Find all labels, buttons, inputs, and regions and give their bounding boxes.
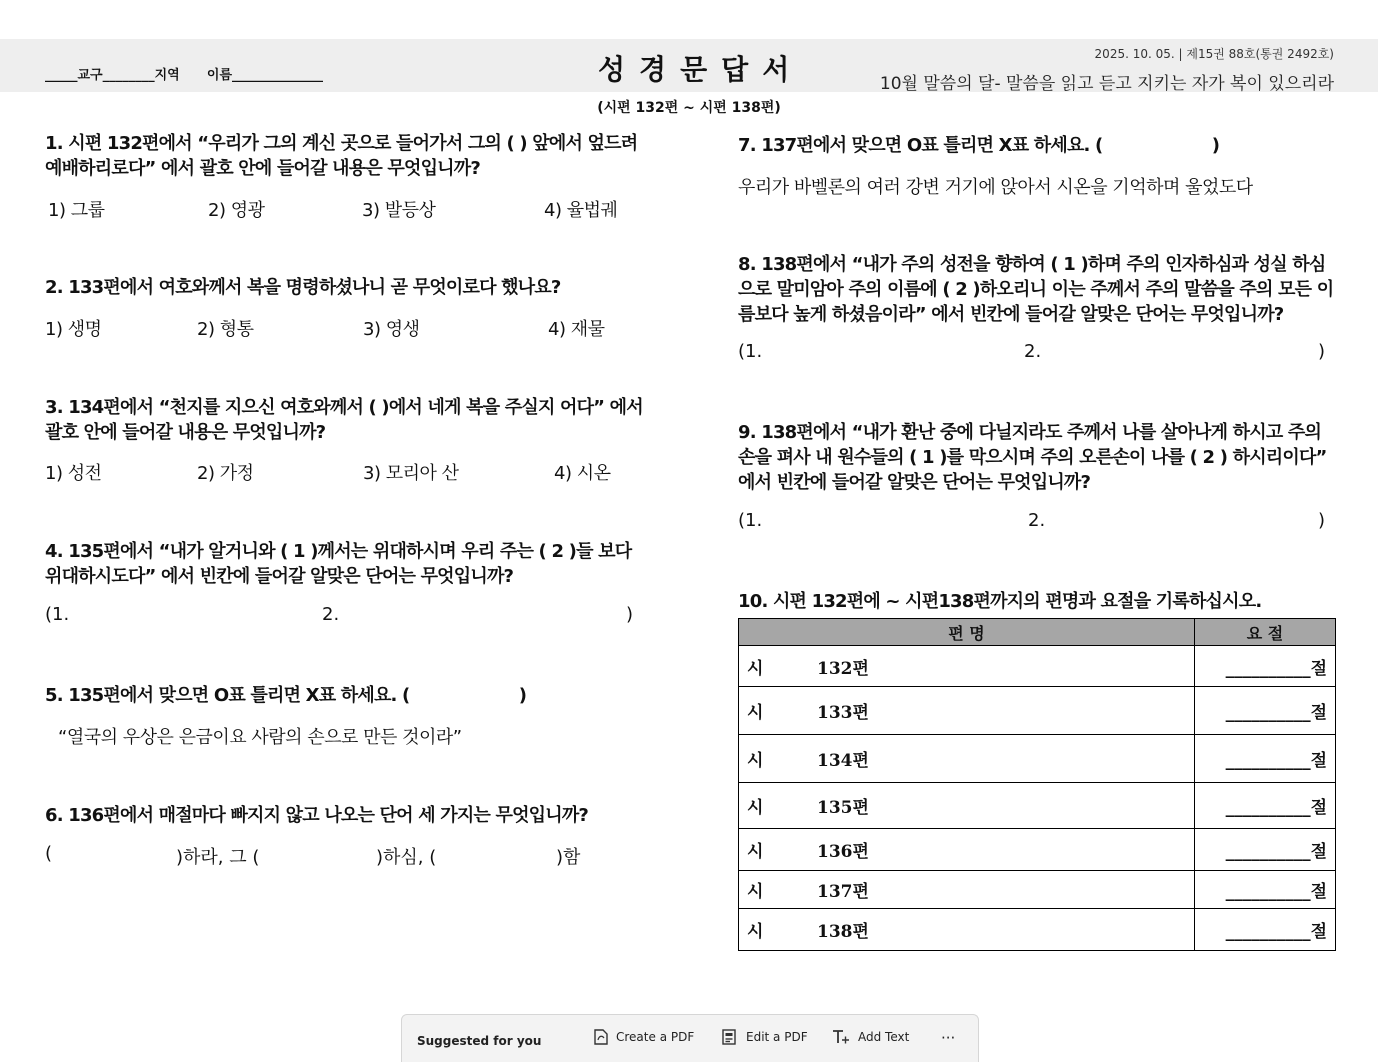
page-title: 성경문답서: [598, 53, 804, 86]
verse-cell[interactable]: __________절: [1195, 646, 1336, 687]
chapter-cell: 시 136편: [739, 829, 1195, 871]
table-row: [739, 646, 1336, 687]
answer-blank-open: (1.: [738, 341, 763, 362]
add-text-button[interactable]: [832, 1029, 909, 1045]
option: 4) 재물: [548, 319, 605, 340]
answer-paren: )하심, (: [376, 847, 437, 868]
question-3: 3. 134편에서 “천지를 지으신 여호와께서 ( )에서 네게 복을 주실지 어다” 에서 괄호 안에 들어갈 내용은 무엇입니까?: [45, 397, 643, 443]
answer-paren: )하라, 그 (: [176, 847, 260, 868]
question-1-options: [48, 196, 648, 221]
name-blanks: _____교구________지역 이름______________: [45, 68, 324, 83]
chapter-cell: 시 132편: [739, 646, 1195, 687]
table-row: [739, 783, 1336, 829]
option: 4) 시온: [554, 463, 611, 484]
question-4: 4. 135편에서 “내가 알거니와 ( 1 )께서는 위대하시며 우리 주는 ( 2 )들 보다 위대하시도다” 에서 빈칸에 들어갈 알맞은 단어는 무엇입니까?: [45, 541, 632, 587]
more-options-icon[interactable]: ···: [941, 1029, 956, 1047]
option: 3) 발등상: [362, 200, 436, 221]
table-row: [739, 687, 1336, 735]
answer-blank-close: ): [1318, 510, 1326, 531]
table-row: [739, 909, 1336, 951]
question-5-statement: “열국의 우상은 은금이요 사람의 손으로 만든 것이라”: [58, 727, 462, 748]
answer-blank-mid: 2.: [1028, 510, 1046, 531]
answer-blank-close: ): [1318, 341, 1326, 362]
option: 1) 생명: [45, 319, 102, 340]
subtitle: (시편 132편 ~ 시편 138편): [597, 100, 781, 116]
create-pdf-label: Create a PDF: [616, 1030, 695, 1044]
question-2-options: [45, 315, 645, 340]
answer-paren: (: [45, 843, 53, 864]
column-header-chapter: 편 명: [739, 619, 1195, 646]
add-text-label: Add Text: [858, 1030, 910, 1044]
answer-blank-close: ): [626, 604, 634, 625]
chapter-cell: 시 138편: [739, 909, 1195, 951]
answer-blank-open: (1.: [45, 604, 70, 625]
issue-info: 2025. 10. 05. | 제15권 88호(통권 2492호): [1094, 47, 1334, 61]
question-6: 6. 136편에서 매절마다 빠지지 않고 나오는 단어 세 가지는 무엇입니까?: [45, 805, 589, 826]
option: 2) 가정: [197, 463, 254, 484]
question-7: 7. 137편에서 맞으면 O표 틀리면 X표 하세요. ( ): [738, 135, 1220, 156]
answer-blank-mid: 2.: [322, 604, 340, 625]
question-2: 2. 133편에서 여호와께서 복을 명령하셨나니 곧 무엇이로다 했나요?: [45, 277, 561, 298]
question-3-options: [45, 459, 645, 484]
question-1: 1. 시편 132편에서 “우리가 그의 계신 곳으로 들어가서 그의 ( ) 앞에서 엎드려 예배하리로다” 에서 괄호 안에 들어갈 내용은 무엇입니까?: [45, 133, 638, 179]
verse-cell[interactable]: __________절: [1195, 829, 1336, 871]
table-row: [739, 871, 1336, 909]
option: 1) 성전: [45, 463, 102, 484]
answer-paren: )함: [556, 847, 581, 868]
option: 1) 그룹: [48, 200, 105, 221]
question-9: 9. 138편에서 “내가 환난 중에 다닐지라도 주께서 나를 살아나게 하시고 주의 손을 펴사 내 원수들의 ( 1 )를 막으시며 주의 오른손이 나를 ( 2 ) 하시리이다” 에서 빈칸에 들어갈 알맞은 단어는 무엇입니까?: [738, 422, 1327, 493]
chapter-cell: 시 133편: [739, 687, 1195, 735]
suggested-label: Suggested for you: [417, 1034, 542, 1048]
add-text-icon: [832, 1029, 850, 1045]
edit-pdf-button[interactable]: [722, 1029, 808, 1045]
question-8: 8. 138편에서 “내가 주의 성전을 향하여 ( 1 )하며 주의 인자하심과 성실 하심으로 말미암아 주의 이름에 ( 2 )하오리니 이는 주께서 주의 말씀을 주의 모든 이름보다 높게 하셨음이라” 에서 빈칸에 들어갈 알맞은 단어는 무엇입니까?: [738, 254, 1334, 325]
edit-pdf-label: Edit a PDF: [746, 1030, 808, 1044]
question-5: 5. 135편에서 맞으면 O표 틀리면 X표 하세요. ( ): [45, 685, 527, 706]
verse-cell[interactable]: __________절: [1195, 871, 1336, 909]
psalm-table: [738, 618, 1336, 951]
verse-cell[interactable]: __________절: [1195, 687, 1336, 735]
table-row: [739, 829, 1336, 871]
chapter-cell: 시 135편: [739, 783, 1195, 829]
option: 2) 형통: [197, 319, 254, 340]
answer-blank-mid: 2.: [1024, 341, 1042, 362]
chapter-cell: 시 134편: [739, 735, 1195, 783]
column-header-verse: 요 절: [1195, 619, 1336, 646]
option: 2) 영광: [208, 200, 265, 221]
verse-cell[interactable]: __________절: [1195, 735, 1336, 783]
monthly-motto: 10월 말씀의 달- 말씀을 읽고 듣고 지키는 자가 복이 있으리라: [879, 74, 1334, 94]
table-row: [739, 735, 1336, 783]
option: 3) 영생: [363, 319, 420, 340]
create-pdf-button[interactable]: [594, 1029, 694, 1045]
pdf-icon: [594, 1029, 608, 1045]
question-7-statement: 우리가 바벨론의 여러 강변 거기에 앉아서 시온을 기억하며 울었도다: [738, 177, 1253, 198]
edit-pdf-icon: [722, 1029, 738, 1045]
top-margin: [0, 0, 1378, 39]
question-10: 10. 시편 132편에 ~ 시편138편까지의 편명과 요절을 기록하십시오.: [738, 591, 1262, 612]
option: 3) 모리아 산: [363, 463, 459, 484]
answer-blank-open: (1.: [738, 510, 763, 531]
chapter-cell: 시 137편: [739, 871, 1195, 909]
option: 4) 율법궤: [544, 200, 618, 221]
verse-cell[interactable]: __________절: [1195, 783, 1336, 829]
suggested-toolbar: [401, 1014, 979, 1062]
verse-cell[interactable]: __________절: [1195, 909, 1336, 951]
